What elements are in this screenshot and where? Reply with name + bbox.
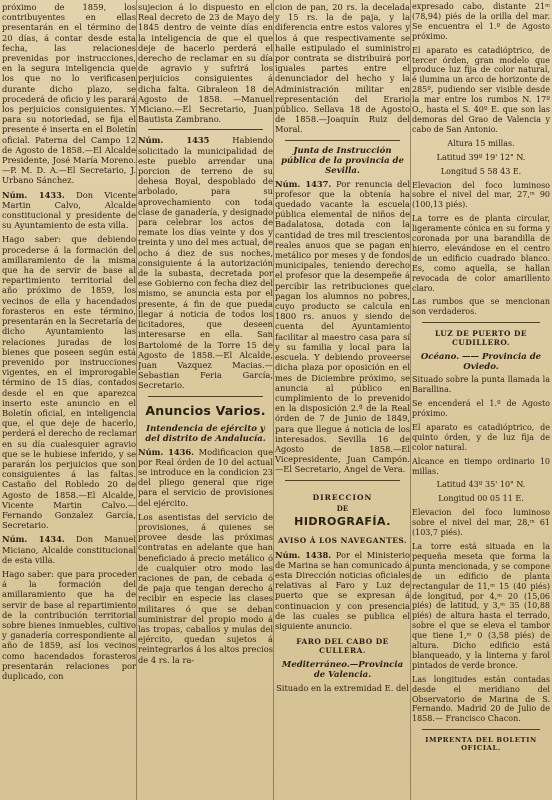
lighthouse-note: Las rumbos que se mencionan son verdaderos. <box>412 297 550 317</box>
notice-1437 <box>275 179 410 475</box>
divider <box>285 140 400 141</box>
lighthouse-elevation: Elevacion del foco luminoso sobre el nivel del mar, 27,ᵐ 90 (100,13 piés). <box>412 180 550 210</box>
notice-1434-body: Hago saber: que para proceder á la formación del amillaramiento que ha de servir de base al repartimiento de la contribución territorial sobre bienes inmuebles, cultivo y ganadería correspondiente al año de 1859, así los vecinos como hacendados forasteros presentarán relaciones por duplicado, con <box>2 568 136 681</box>
section-title: Anuncios Varios. <box>145 402 266 418</box>
port-light-elevation: Elevacion del foco luminoso sobre el nivel del mar, 28,ᵐ 61 (103,7 piés). <box>412 508 550 538</box>
port-light-longitude: Longitud 00 05 11 E. <box>438 494 524 504</box>
divider <box>148 396 263 397</box>
notice-text: Habiendo solicitado la municipalidad de este pueblo arrendar una porcion de terreno de su dehesa Boyal, despoblado de arbolado, para su aprovechamiento con toda clase de ganadería, y designado para celebrar los actos de remate los días veinte y dos y treinta y uno del mes actual, de ocho á diez de sus noches, consiguiente á la autorización de la subasta, decretada por ese Gobierno con fecha diez del mismo, se anuncia esta por el presente, á fin de que pueda llegar á noticia de todos los licitadores, que deseen interesarse en ella. San Bartolomé de la Torre 15 de Agosto de 1858.—El Alcalde, Juan Vazquez Macias.—Sebastian Feria García, Secretario. <box>138 135 273 391</box>
port-light-heading: LUZ DE PUERTO DE CUDILLERO. <box>434 329 528 348</box>
notice-1438 <box>275 550 410 632</box>
column-divider <box>136 0 137 800</box>
notice-heading-text: Don Vicente Martin Calvo, Alcalde constitucional y presidente de su Ayuntamiento de esta villa. <box>2 189 136 231</box>
port-light-text: Alcance en tiempo ordinario 10 millas. <box>412 456 550 476</box>
notice-number: Núm. 1437. <box>275 178 332 189</box>
notice-heading-text: Don Manuel Miciano, Alcalde constitucional de esta villa. <box>2 534 136 565</box>
section-subtitle: Intendencia de ejército y del distrito de Andalucía. <box>145 423 266 444</box>
lighthouse-text: expresado cabo, distante 21ᵐ (78,94) piés de la orilla del mar. Se encuentra el 1.º de Agosto próximo. <box>412 2 550 41</box>
notice-text: Por renuncia del profesor que la obtenía ha quedado vacante la escuela pública elemental de niños de Badalatosa, dotada con la cantidad de tres mil trescientos reales anuos que se pagan en metálico por meses y de fondos municipales, teniendo derecho el profesor que la desempeñe á percibir las retribuciones que pagan los alumnos no pobres, cuyo producto se calcula en 1800 rs. anuos y siendo de cuenta del Ayuntamiento facilitar al maestro casa para sí y su familia y local para la escuela. Y debiendo proveerse dicha plaza por oposición en el mes de Diciembre próximo, se anuncia al público en cumplimiento de lo prevenido en la disposición 2.ª de la Real órden de 7 de Junio de 1849, para que llegue á noticia de los interesados. Sevilla 16 de Agosto de 1858.—El Vicepresidente, Juan Campón.—El Secretario, Angel de Vera. <box>275 178 410 475</box>
notice-paragraph: próximo de 1859, los contribuyentes en ellas presentarán en el término de 20 días, á contar desde esta fecha, las relaciones prevenidas por instrucciones, en la segura inteligencia que los que no lo verificasen durante dicho plazo, se procederá de oficio y les parará los perjuicios consiguientes. Y para su notoriedad, se fija el presente é inserta en el Boletín oficial. Paterna del Campo 12 de Agosto de 1858.—El Alcalde Presidente, José María Moreno.—P. M. D. A.—El Secretario, J. Urbano Sánchez. <box>2 2 136 186</box>
notice-paragraph: sujecion á lo dispuesto en el Real decreto de 23 de Mayo de 1845 dentro de veinte días en la inteligencia de que el que deje de hacerlo perderá el derecho de reclamar en su día de agravio y sufrirá los perjuicios consiguientes á dicha falta. Gibraleon 18 de Agosto de 1858. —Manuel Miciano.—El Secretario, Juan Bautista Zambrano. <box>138 2 273 125</box>
column-divider <box>273 0 274 800</box>
notice-1434-heading <box>2 534 136 565</box>
divider <box>148 129 263 130</box>
notice-number: Núm. 1438. <box>275 549 332 560</box>
notice-1433-heading <box>2 190 136 231</box>
direction-heading: DIRECCION <box>312 492 373 502</box>
notice-1436-heading <box>138 447 273 508</box>
column-divider <box>410 0 411 800</box>
province-heading: Mediterráneo.—Provincia de Valencia. <box>281 660 404 681</box>
notice-1433-body: Hago saber: que debiendo procederse á la formación del amillaramiento de la misma que ha de servir de base al repartimiento territorial del año próximo de 1859, los vecinos de ella y hacendados forasteros en este término, presentarán en la Secretaría de dicho Ayuntamiento las relaciones juradas de los bienes que poseen según está prevenido por instrucciones vigentes, en el improrogable término de 15 días, contados desde el en que aparezca inserto este anuncio en el Boletín oficial, en inteligencia que, el que deje de hacerlo, perderá el derecho de reclamar en su día cualesquier agravio que se le hubiese inferido, y se pararán los perjuicios que son consiguientes á las faltas. Castaño del Robledo 20 de Agosto de 1858.—El Alcalde, Vicente Martin Calvo.—Fernando Gonzalez García, Secretario. <box>2 234 136 531</box>
notice-number: Núm. 1434. <box>2 534 65 545</box>
divider <box>422 322 540 323</box>
column-3 <box>275 2 410 798</box>
divider <box>422 729 540 730</box>
signature-text: Las longitudes están contadas desde el meridiano del Observatorio de Marina de S. Fernando. Madrid 20 de Julio de 1858.— Francisco Chacon. <box>412 674 550 724</box>
section-subtitle: Junta de Instrucción pública de la provincia de Sevilla. <box>281 145 404 176</box>
port-light-latitude: Latitud 43º 35' 10" N. <box>436 480 526 490</box>
lighthouse-heading: FARO DEL CABO DE CULLERA. <box>296 637 389 656</box>
column-2 <box>138 2 273 798</box>
notice-number: Núm. 1436. <box>138 446 195 457</box>
direction-heading-de: DE <box>336 503 349 513</box>
lighthouse-longitude: Longitud 5 58 43 E. <box>440 166 522 176</box>
location-text: Situado en la extremidad E. del <box>276 683 409 694</box>
port-light-text: Situado sobre la punta llamada la Barallina. <box>412 375 550 395</box>
column-4 <box>412 2 550 798</box>
port-light-tower: La torre está situada en la pequeña meseta que forma la punta mencionada, y se compone de un edificio de planta rectangular de 11,ᵐ 15 (40 piés) de longitud, por 4,ᵐ 20 (15,06 piés) de latitud, y 3,ᵐ 35 (10,88 piés) de altura hasta el terrado, sobre el que se eleva el tambor que tiene 1,ᵐ 0 (3,58 piés) de altura. Dicho edificio está blanqueado, y la linterna y farol pintados de verde bronce. <box>412 541 550 670</box>
province-heading: Océano. —— Provincia de Oviedo. <box>420 352 542 373</box>
notice-text: Por el Ministerio de Marina se han comunicado á esta Dirección noticias oficiales relativas al Faro y Luz de puerto que se expresan á continuacion y con presencia de las cuales se publica el siguiente anuncio. <box>275 549 410 631</box>
port-light-text: Se encenderá el 1.º de Agosto próximo. <box>412 399 550 418</box>
notice-number: Núm. 1433. <box>2 189 65 200</box>
lighthouse-text: El aparato es catadióptrico, de tercer órden, gran modelo que produce luz fija de color natural, é ilumina un arco de horizonte de 285º, pudiendo ser visible desde la mar entre los rumbos N. 17º O., hasta el S. 40º E. que son las demoras del Grao de Valencia y cabo de San Antonio. <box>412 45 550 134</box>
notice-paragraph: cion de pan, 20 rs. la decelada y 15 rs. la de paja, y la diferencia entre estos valores y los á que respectivamente se halle estipulado el suministro por contrata se distribuirá por iguales partes entre el denunciador del hecho y la Administración militar en representación del Erario público. Sellava 18 de Agosto de 1858.—Joaquín Ruiz del Moral. <box>275 2 410 135</box>
column-1 <box>2 2 136 798</box>
hydrography-heading: HIDROGRAFÍA. <box>294 514 391 528</box>
lighthouse-latitude: Latitud 39º 19' 12" N. <box>436 152 526 162</box>
lighthouse-tower: La torre es de planta circular, ligeramente cónica en su forma y coronada por una barandilla de hierro, elevándose en el centro de un edificio cuadrado blanco. Es, como aquella, se hallan revocada de color amarillento claro. <box>412 214 550 293</box>
notice-heading-text: Modificacion que por Real órden de 10 del actual se introduce en la condicion 23 del pliego general que rige para el servicio de provisiones del ejército. <box>138 446 273 508</box>
printer-footer: IMPRENTA DEL BOLETIN OFICIAL. <box>425 736 537 753</box>
lighthouse-range: Altura 15 millas. <box>447 138 515 148</box>
port-light-text: El aparato es catadióptrico, de quinto órden, y de luz fija de color natural. <box>412 422 550 452</box>
divider <box>285 480 400 481</box>
aviso-heading: AVISO Á LOS NAVEGANTES. <box>278 535 407 545</box>
notice-number: Núm. 1435 <box>138 135 210 146</box>
notice-1436-body: Los asentistas del servicio de provisiones, á quienes se provee desde las próximas contratas en adelante que han beneficiado á precio metálico ó de cualquier otro modo las raciones de pan, de cebada ó de paja que tengan derecho á recibir en especie las clases militares ó que se deban suministrar del propio modo á las tropas, caballos y mulas del ejército, quedan sujetos á reintegrarlos á los altos precios de 4 rs. la ra- <box>138 511 273 665</box>
notice-1435 <box>138 135 273 390</box>
